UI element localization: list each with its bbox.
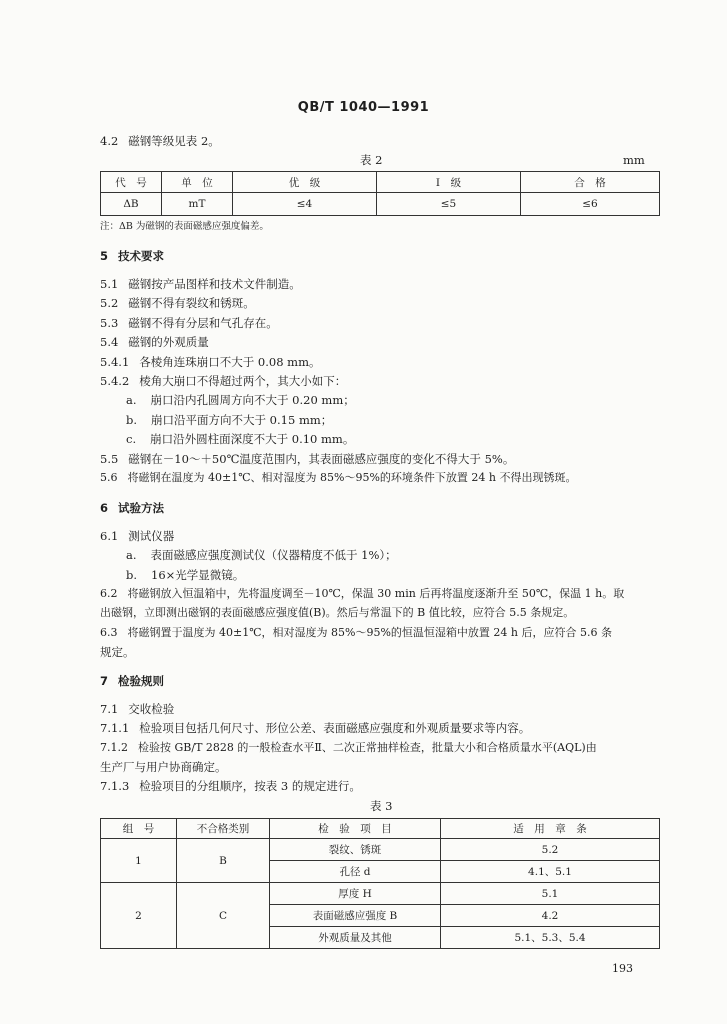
section-number: 7 [100, 674, 109, 688]
clause-number: 7.1 [100, 702, 119, 716]
table3-header-cell: 适 用 章 条 [441, 819, 660, 839]
clause-text: 检验按 GB/T 2828 的一般检查水平Ⅱ、二次正常抽样检查，批量大小和合格质量水平(AQL)由 [138, 741, 597, 754]
clause-text: 交收检验 [128, 702, 175, 716]
section-7-heading [100, 673, 164, 689]
table3-item-cell: 裂纹、锈斑 [270, 839, 441, 861]
table3-clause-cell: 5.1 [441, 883, 660, 905]
clause-text: 磁钢在－10～＋50℃温度范围内，其表面磁感应强度的变化不得大于 5%。 [128, 452, 515, 466]
table3-header-row [101, 819, 660, 839]
clause-text: 棱角大崩口不得超过两个，其大小如下： [139, 374, 347, 388]
table3-clause-cell: 4.1、5.1 [441, 861, 660, 883]
table3-header-cell: 检 验 项 目 [270, 819, 441, 839]
table3-group-cell: 2 [101, 883, 177, 949]
table2-header-cell: 代 号 [101, 172, 162, 193]
table3-item-cell: 外观质量及其他 [270, 927, 441, 949]
section-title: 技术要求 [118, 249, 165, 263]
table-3 [100, 818, 660, 949]
table3-category-cell: C [177, 883, 270, 949]
clause-5-4-2-a [126, 392, 355, 408]
clause-4-2 [100, 133, 220, 149]
clause-number: 6.1 [100, 529, 119, 543]
table2-cell: mT [162, 193, 233, 216]
table2-header-row [101, 172, 660, 193]
table2-cell: ≤4 [233, 193, 377, 216]
clause-5-4 [100, 334, 209, 350]
table3-category-cell: B [177, 839, 270, 883]
table2-caption: 表 2 [360, 153, 383, 167]
item-marker: b. [126, 413, 138, 427]
item-marker: b. [126, 568, 138, 582]
clause-5-6 [100, 470, 576, 486]
clause-text: 各棱角连珠崩口不大于 0.08 mm。 [139, 355, 321, 369]
clause-number: 7.1.3 [100, 779, 130, 793]
table3-clause-cell: 5.1、5.3、5.4 [441, 927, 660, 949]
clause-text: 检验项目的分组顺序，按表 3 的规定进行。 [139, 779, 361, 793]
table2-header-cell: 合 格 [521, 172, 660, 193]
table-2 [100, 171, 660, 216]
clause-text: 表面磁感应强度测试仪（仪器精度不低于 1%）； [150, 548, 397, 562]
table2-note: 注：ΔB 为磁钢的表面磁感应强度偏差。 [100, 221, 269, 232]
clause-text: 检验项目包括几何尺寸、形位公差、表面磁感应强度和外观质量要求等内容。 [139, 721, 531, 735]
table2-header-cell: 单 位 [162, 172, 233, 193]
item-marker: c. [126, 432, 137, 446]
clause-5-4-2 [100, 373, 346, 389]
clause-text: 将磁钢在温度为 40±1℃、相对湿度为 85%～95%的环境条件下放置 24 h 不得出现锈斑。 [127, 471, 577, 484]
clause-text: 磁钢的外观质量 [128, 335, 209, 349]
clause-7-1-3 [100, 778, 361, 794]
clause-number: 4.2 [100, 134, 119, 148]
clause-7-1-2-continuation: 生产厂与用户协商确定。 [100, 760, 227, 774]
clause-5-2 [100, 295, 255, 311]
table2-header-cell: I 级 [377, 172, 521, 193]
clause-6-1-b [126, 567, 244, 583]
clause-7-1-2 [100, 740, 597, 756]
clause-number: 5.4.2 [100, 374, 130, 388]
clause-text: 测试仪器 [128, 529, 175, 543]
clause-5-4-2-c [126, 431, 354, 447]
clause-6-1 [100, 528, 174, 544]
clause-6-1-a [126, 547, 397, 563]
clause-text: 崩口沿平面方向不大于 0.15 mm； [151, 413, 333, 427]
clause-text: 将磁钢置于温度为 40±1℃，相对湿度为 85%～95%的恒温恒湿箱中放置 24 h 后，应符合 5.6 条 [127, 626, 612, 639]
clause-number: 6.3 [100, 626, 118, 639]
page-header: QB/T 1040—1991 [297, 100, 430, 115]
table3-row [101, 839, 660, 861]
table2-unit: mm [623, 153, 645, 167]
clause-5-4-2-b [126, 412, 332, 428]
clause-number: 5.5 [100, 452, 119, 466]
clause-number: 6.2 [100, 587, 118, 600]
table3-item-cell: 厚度 H [270, 883, 441, 905]
clause-6-2 [100, 586, 624, 602]
table3-header-cell: 组 号 [101, 819, 177, 839]
clause-number: 5.4 [100, 335, 119, 349]
table2-cell: ≤6 [521, 193, 660, 216]
clause-6-2-continuation: 出磁钢，立即测出磁钢的表面磁感应强度值(B)。然后与常温下的 B 值比较，应符合 5.5 条规定。 [100, 606, 575, 619]
table3-clause-cell: 4.2 [441, 905, 660, 927]
table3-item-cell: 孔径 d [270, 861, 441, 883]
table2-cell: ≤5 [377, 193, 521, 216]
clause-text: 崩口沿外圆柱面深度不大于 0.10 mm。 [150, 432, 355, 446]
section-title: 检验规则 [118, 674, 165, 688]
clause-5-3 [100, 315, 278, 331]
table2-header-cell: 优 级 [233, 172, 377, 193]
table3-header-cell: 不合格类别 [177, 819, 270, 839]
clause-5-4-1 [100, 354, 321, 370]
page-number: 193 [612, 962, 633, 975]
clause-number: 7.1.2 [100, 741, 128, 754]
clause-7-1 [100, 701, 174, 717]
clause-text: 崩口沿内孔圆周方向不大于 0.20 mm； [150, 393, 355, 407]
clause-6-3 [100, 625, 612, 641]
table3-group-cell: 1 [101, 839, 177, 883]
clause-text: 磁钢不得有分层和气孔存在。 [128, 316, 278, 330]
item-marker: a. [126, 548, 137, 562]
table2-cell: ΔB [101, 193, 162, 216]
table3-row [101, 883, 660, 905]
section-number: 5 [100, 249, 109, 263]
clause-text: 磁钢不得有裂纹和锈斑。 [128, 296, 255, 310]
clause-number: 7.1.1 [100, 721, 130, 735]
clause-text: 16×光学显微镜。 [151, 568, 245, 582]
clause-number: 5.3 [100, 316, 119, 330]
section-5-heading [100, 248, 164, 264]
clause-number: 5.4.1 [100, 355, 130, 369]
clause-6-3-continuation: 规定。 [100, 645, 135, 659]
table3-clause-cell: 5.2 [441, 839, 660, 861]
clause-number: 5.2 [100, 296, 119, 310]
section-title: 试验方法 [118, 501, 165, 515]
section-6-heading [100, 500, 164, 516]
table3-caption: 表 3 [370, 799, 393, 813]
clause-text: 磁钢按产品图样和技术文件制造。 [128, 277, 301, 291]
clause-5-5 [100, 451, 514, 467]
clause-5-1 [100, 276, 301, 292]
clause-7-1-1 [100, 720, 530, 736]
clause-number: 5.6 [100, 471, 118, 484]
clause-text: 磁钢等级见表 2。 [128, 134, 220, 148]
clause-text: 将磁钢放入恒温箱中，先将温度调至－10℃，保温 30 min 后再将温度逐渐升至 50℃，保温 1 h。取 [127, 587, 625, 600]
item-marker: a. [126, 393, 137, 407]
table2-row [101, 193, 660, 216]
table3-item-cell: 表面磁感应强度 B [270, 905, 441, 927]
clause-number: 5.1 [100, 277, 119, 291]
section-number: 6 [100, 501, 109, 515]
